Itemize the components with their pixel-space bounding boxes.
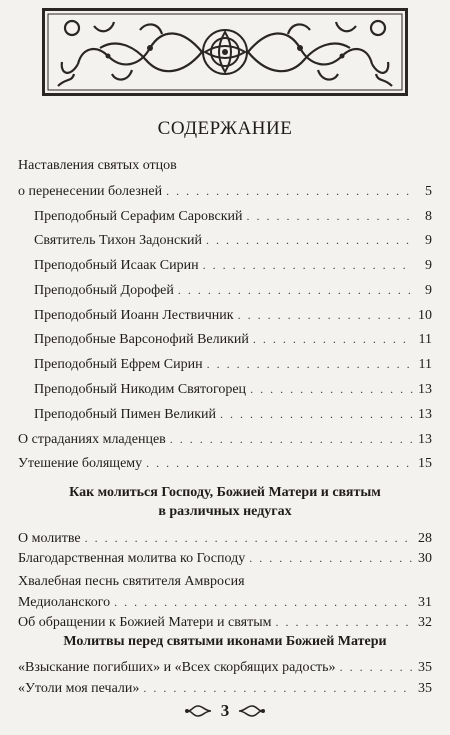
toc-entry[interactable] (18, 657, 432, 678)
toc-entry[interactable] (18, 453, 432, 474)
toc-entry-title: Об обращении к Божией Матери и святым (18, 615, 272, 630)
toc-entry-page: 9 (425, 233, 432, 248)
toc-entry-title: Преподобный Пимен Великий (34, 407, 217, 422)
toc-entry[interactable] (34, 329, 432, 350)
dot-leader (203, 255, 413, 275)
dot-leader (275, 612, 413, 632)
page-number: 3 (220, 701, 230, 720)
dot-leader (143, 678, 413, 698)
toc-entry[interactable] (34, 230, 432, 251)
toc-entry-title: «Утоли моя печали» (18, 681, 140, 696)
toc-entry-title: Преподобный Серафим Саровский (34, 209, 243, 224)
dot-leader (85, 528, 413, 548)
toc-entry-page: 8 (425, 209, 432, 224)
toc-entry-page: 30 (418, 551, 432, 566)
toc-entry[interactable] (18, 429, 432, 450)
toc-entry-page: 13 (418, 407, 432, 422)
folio-ornament-left-icon (183, 704, 213, 718)
toc-entry-title: Преподобный Исаак Сирин (34, 258, 199, 273)
dot-leader (220, 404, 413, 424)
dot-leader (340, 657, 413, 677)
section-heading: в различных недугах (158, 504, 292, 519)
dot-leader (247, 206, 414, 226)
toc-entry[interactable] (18, 548, 432, 569)
toc-entry-title: Преподобный Ефрем Сирин (34, 357, 203, 372)
toc-entry-text: Хвалебная песнь святителя Амвросия (18, 574, 245, 589)
toc-entry-title: о перенесении болезней (18, 184, 163, 199)
toc-entry-title: Преподобный Иоанн Лествичник (34, 308, 234, 323)
dot-leader (250, 379, 413, 399)
folio-ornament-right-icon (237, 704, 267, 718)
toc-entry-page: 35 (418, 681, 432, 696)
toc-entry-page: 28 (418, 531, 432, 546)
toc-entry-title: Благодарственная молитва ко Господу (18, 551, 246, 566)
toc-entry[interactable] (18, 528, 432, 549)
ornament-header (42, 8, 408, 96)
dot-leader (114, 592, 413, 612)
toc-entry-title: «Взыскание погибших» и «Всех скорбящих радость» (18, 660, 336, 675)
toc-entry[interactable] (18, 592, 432, 613)
toc-entry[interactable] (34, 354, 432, 375)
toc-entry-page: 32 (418, 615, 432, 630)
toc-entry[interactable] (18, 678, 432, 699)
section-heading: Как молиться Господу, Божией Матери и святым (69, 485, 381, 500)
dot-leader (253, 329, 413, 349)
toc-entry-page: 5 (425, 184, 432, 199)
dot-leader (170, 429, 413, 449)
toc-entry-page: 10 (418, 308, 432, 323)
dot-leader (178, 280, 413, 300)
toc-entry[interactable] (34, 379, 432, 400)
toc-entry-title: Медиоланского (18, 595, 111, 610)
toc-entry-title: Утешение болящему (18, 456, 143, 471)
dot-leader (207, 354, 413, 374)
dot-leader (238, 305, 413, 325)
toc-entry-page: 9 (425, 258, 432, 273)
toc-entry-page: 9 (425, 283, 432, 298)
section-heading: Молитвы перед святыми иконами Божией Матери (63, 634, 387, 649)
dot-leader (166, 181, 413, 201)
toc-entry-page: 13 (418, 432, 432, 447)
dot-leader (249, 548, 413, 568)
toc-entry[interactable] (34, 255, 432, 276)
toc-entry[interactable] (34, 206, 432, 227)
contents-title: СОДЕРЖАНИЕ (157, 118, 293, 139)
toc-entry-page: 35 (418, 660, 432, 675)
toc-entry[interactable] (34, 404, 432, 425)
toc-entry[interactable] (18, 181, 432, 202)
toc-entry-title: О молитве (18, 531, 81, 546)
dot-leader (146, 453, 413, 473)
toc-entry-title: О страданиях младенцев (18, 432, 166, 447)
toc-entry-page: 31 (418, 595, 432, 610)
toc-entry-title: Святитель Тихон Задонский (34, 233, 203, 248)
toc-entry-page: 11 (418, 332, 432, 347)
toc-entry-text: Наставления святых отцов (18, 158, 177, 173)
toc-entry[interactable] (34, 305, 432, 326)
page-folio (0, 700, 450, 722)
toc-entry-title: Преподобный Никодим Святогорец (34, 382, 247, 397)
toc-entry[interactable] (18, 612, 432, 633)
toc-entry-title: Преподобные Варсонофий Великий (34, 332, 249, 347)
dot-leader (206, 230, 413, 250)
toc-entry-page: 11 (418, 357, 432, 372)
toc-entry-title: Преподобный Дорофей (34, 283, 174, 298)
toc-entry[interactable] (34, 280, 432, 301)
toc-entry-page: 13 (418, 382, 432, 397)
toc-entry-page: 15 (418, 456, 432, 471)
